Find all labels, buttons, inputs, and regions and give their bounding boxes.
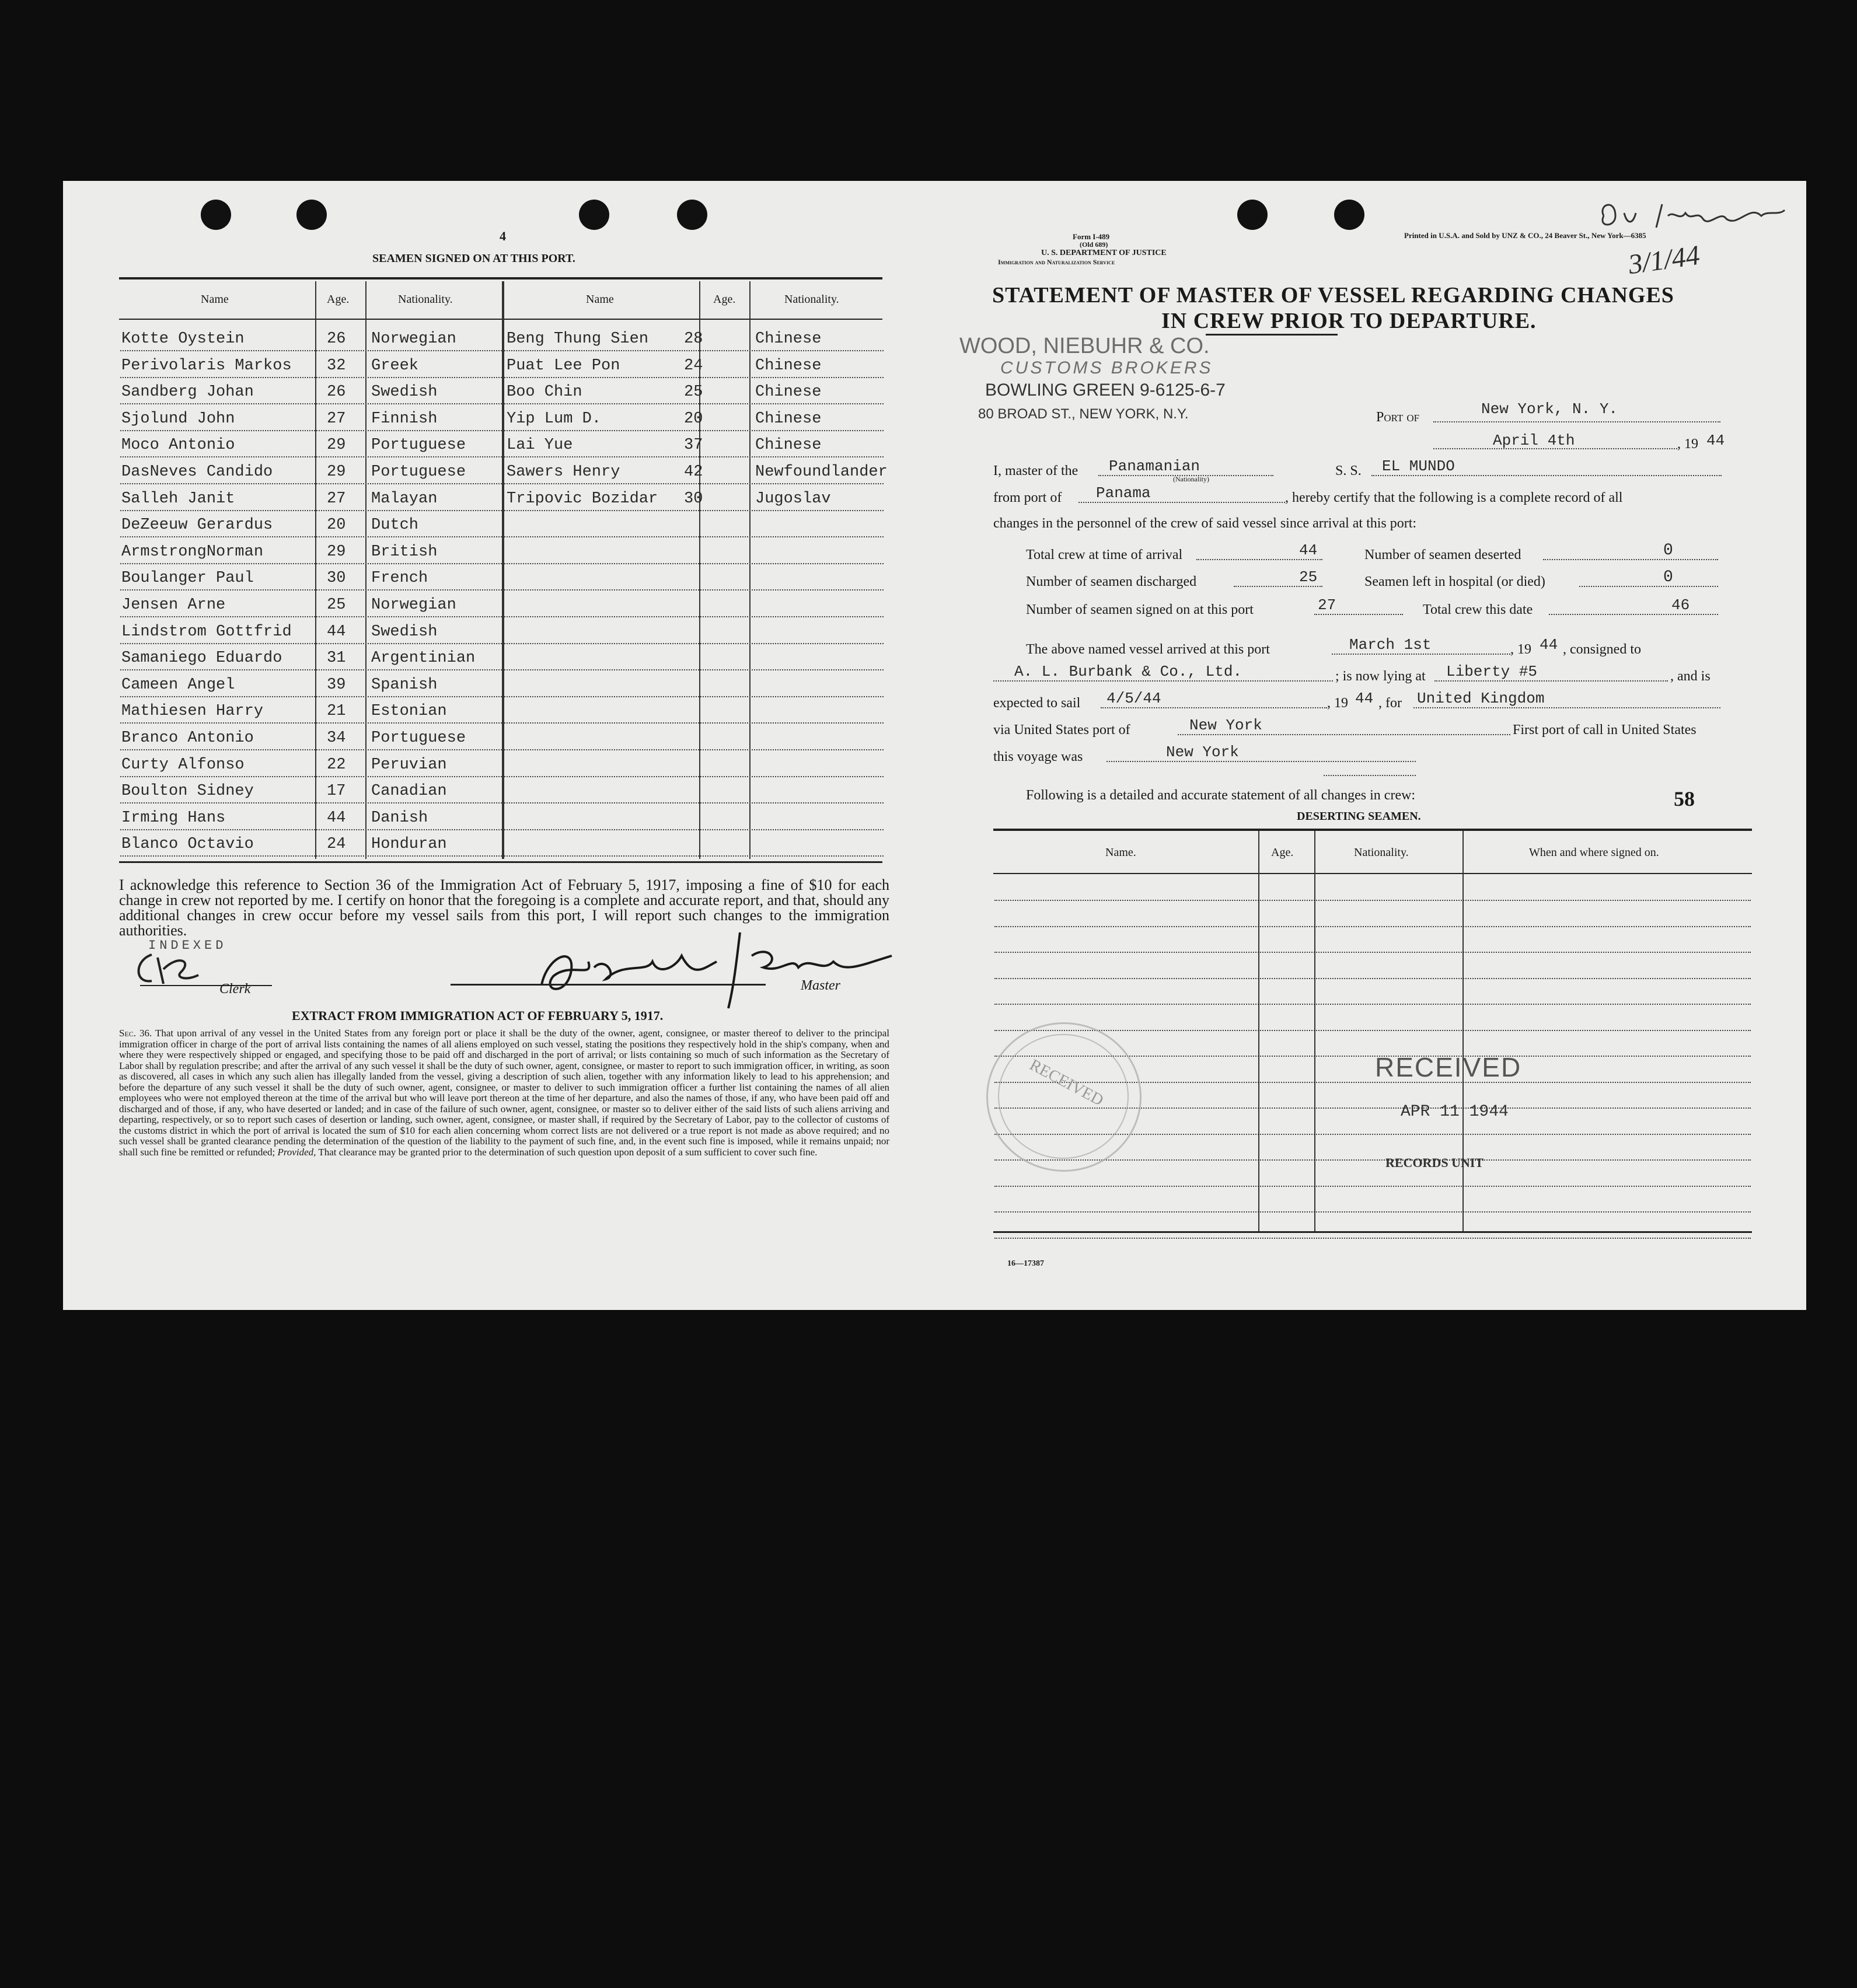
desert-row-line bbox=[994, 1030, 1751, 1031]
seaman-age: 24 bbox=[327, 836, 346, 854]
fill-line bbox=[1196, 559, 1322, 560]
seaman-nationality: Honduran bbox=[371, 836, 447, 854]
punch-hole bbox=[1334, 200, 1364, 230]
for-label: , for bbox=[1378, 696, 1402, 711]
seaman-name: Puat Lee Pon bbox=[507, 357, 620, 375]
fill-line bbox=[1549, 614, 1718, 615]
seaman-nationality: Portuguese bbox=[371, 729, 466, 747]
signed-on-label: Number of seamen signed on at this port bbox=[1026, 602, 1254, 617]
seaman-nationality: Chinese bbox=[755, 357, 822, 375]
row-fill-line bbox=[504, 456, 884, 457]
broker-stamp-name: WOOD, NIEBUHR & CO. bbox=[959, 334, 1210, 358]
seaman-name: Lai Yue bbox=[507, 436, 573, 455]
clerk-line bbox=[140, 985, 272, 986]
desert-col-age: Age. bbox=[1271, 846, 1294, 859]
row-fill-line bbox=[120, 669, 502, 670]
row-fill-line bbox=[120, 643, 502, 644]
consigned-to-label: , consigned to bbox=[1563, 642, 1641, 657]
broker-stamp-title: CUSTOMS BROKERS bbox=[1000, 358, 1213, 378]
col-header-nationality: Nationality. bbox=[398, 293, 453, 306]
clerk-initials bbox=[128, 949, 210, 990]
row-fill-line bbox=[120, 722, 502, 724]
handwritten-scribble bbox=[1592, 193, 1790, 239]
form-code: 16—17387 bbox=[1007, 1259, 1044, 1268]
row-fill-line bbox=[120, 350, 502, 351]
seaman-nationality: Newfoundlander bbox=[755, 463, 888, 481]
seaman-nationality: British bbox=[371, 543, 438, 561]
punch-hole bbox=[1237, 200, 1268, 230]
seaman-age: 27 bbox=[327, 410, 346, 428]
seaman-nationality: Chinese bbox=[755, 410, 822, 428]
via-port-label: via United States port of bbox=[993, 722, 1130, 738]
hospital-value: 0 bbox=[1663, 568, 1673, 586]
seaman-nationality: Canadian bbox=[371, 782, 447, 801]
consignee-value: A. L. Burbank & Co., Ltd. bbox=[1014, 663, 1242, 680]
seaman-name: DasNeves Candido bbox=[121, 463, 273, 481]
seaman-age: 42 bbox=[684, 463, 703, 481]
row-fill-line bbox=[120, 483, 502, 484]
desert-row-line bbox=[994, 900, 1751, 901]
fill-line bbox=[1433, 421, 1720, 422]
row-fill-line bbox=[504, 696, 884, 697]
desert-row-line bbox=[994, 1004, 1751, 1005]
row-fill-line bbox=[504, 563, 884, 564]
discharged-label: Number of seamen discharged bbox=[1026, 574, 1197, 589]
seaman-age: 25 bbox=[684, 383, 703, 401]
seaman-age: 31 bbox=[327, 649, 346, 668]
seaman-nationality: Jugoslav bbox=[755, 490, 831, 508]
seaman-age: 30 bbox=[327, 570, 346, 588]
acknowledgement-text: I acknowledge this reference to Section 36 of the Immigration Act of February 5, 1917, imposing a fine of $10 for each change in crew not reported by me. I certify on honor that the foregoing is a complete and accurate report, and that, should any additional changes in crew occur before my vessel sails from this port, I will report such changes to the immigration authorities. bbox=[119, 876, 889, 939]
sail-year-prefix: , 19 bbox=[1327, 696, 1348, 711]
row-fill-line bbox=[504, 483, 884, 484]
date-value: April 4th bbox=[1493, 432, 1575, 449]
seaman-age: 44 bbox=[327, 623, 346, 641]
seaman-name: Boulanger Paul bbox=[121, 570, 254, 588]
row-fill-line bbox=[504, 430, 884, 431]
date-year: 44 bbox=[1706, 432, 1725, 449]
row-fill-line bbox=[504, 536, 884, 537]
row-fill-line bbox=[120, 403, 502, 404]
fill-line bbox=[1543, 559, 1718, 560]
punch-hole bbox=[201, 200, 231, 230]
seaman-nationality: Malayan bbox=[371, 490, 438, 508]
desert-row-line bbox=[994, 926, 1751, 927]
column-divider bbox=[315, 281, 316, 859]
seaman-nationality: Chinese bbox=[755, 330, 822, 348]
total-date-label: Total crew this date bbox=[1423, 602, 1533, 617]
row-fill-line bbox=[120, 589, 502, 591]
fill-line bbox=[1324, 775, 1416, 776]
extract-title: EXTRACT FROM IMMIGRATION ACT OF FEBRUARY 5, 1917. bbox=[292, 1008, 664, 1023]
expected-sail-label: expected to sail bbox=[993, 696, 1081, 711]
row-fill-line bbox=[504, 350, 884, 351]
master-label: Master bbox=[801, 978, 840, 993]
desert-divider bbox=[1258, 831, 1259, 1231]
form-old-number: (Old 689) bbox=[1080, 240, 1108, 249]
master-of-label: I, master of the bbox=[993, 463, 1078, 478]
col-header-age: Age. bbox=[713, 293, 736, 306]
desert-row-line bbox=[994, 1159, 1751, 1161]
seaman-age: 28 bbox=[684, 330, 703, 348]
seaman-name: Curty Alfonso bbox=[121, 756, 245, 774]
row-fill-line bbox=[120, 776, 502, 777]
title-underline bbox=[1206, 334, 1338, 336]
row-fill-line bbox=[504, 589, 884, 591]
row-fill-line bbox=[120, 456, 502, 457]
extract-provided: Provided, bbox=[277, 1146, 316, 1158]
desert-col-name: Name. bbox=[1105, 846, 1136, 859]
seaman-age: 27 bbox=[327, 490, 346, 508]
seaman-name: Lindstrom Gottfrid bbox=[121, 623, 292, 641]
desert-col-when: When and where signed on. bbox=[1529, 846, 1659, 859]
signed-on-value: 27 bbox=[1318, 596, 1336, 614]
seaman-name: Mathiesen Harry bbox=[121, 703, 264, 721]
discharged-value: 25 bbox=[1299, 568, 1318, 586]
col-header-nationality: Nationality. bbox=[784, 293, 839, 306]
row-fill-line bbox=[120, 749, 502, 750]
extract-text: That upon arrival of any vessel in the United States from any foreign port or place it shall be the duty of the owner, agent, consignee, or master thereof to deliver to the principal immigration officer in charge of the port of arrival lists containing the names of all aliens employed on such vessel, stating the positions they respectively hold in the ship's company, when and where they were respectively shipped or engaged, and specifying those to be paid off and discharged in the port of arrival; or lists containing so much of such information as the Secretary of Labor shall by regulation prescribe; and after the arrival of any such vessel it shall be the duty of such owner, agent, consignee, or master to report to such immigration officer, in writing, as soon as discovered, all cases in which any such alien has illegally landed from the vessel, giving a description of such alien, together with any information likely to lead to his apprehension; and before the departure of any such vessel it shall be the duty of such owner, agent, consignee, or master to deliver to such immigration officer a further list containing the names of all alien employees who were not employed thereon at the time of the arrival but who will leave port thereon at the time of her departure, and also the names of those, if any, who have been paid off and discharged and of those, if any, who have deserted or landed; and in case of the failure of such owner, agent, consignee, or master so to deliver either of the said lists of such aliens arriving and departing, respectively, or so to report such cases of desertion or landing, such owner, agent, consignee, or master shall, if required by the Secretary of Labor, pay to the collector of customs of the customs district in which the port of arrival is located the sum of $10 for each alien concerning whom correct lists are not delivered or a true report is not made as above required; and no such vessel shall be granted clearance pending the determination of the question of the liability to the payment of such fine, and, in the event such fine is imposed, while it remains unpaid; nor shall such fine be remitted or refunded; bbox=[119, 1028, 889, 1158]
vessel-name: EL MUNDO bbox=[1382, 457, 1455, 475]
and-is-text: , and is bbox=[1670, 669, 1711, 684]
seaman-name: Sandberg Johan bbox=[121, 383, 254, 401]
row-fill-line bbox=[120, 829, 502, 830]
row-fill-line bbox=[120, 510, 502, 511]
port-of-label: Port of bbox=[1376, 410, 1420, 425]
row-fill-line bbox=[120, 430, 502, 431]
seaman-name: DeZeeuw Gerardus bbox=[121, 516, 273, 534]
records-unit: RECORDS UNIT bbox=[1385, 1155, 1484, 1170]
following-text: Following is a detailed and accurate statement of all changes in crew: bbox=[1026, 788, 1416, 803]
seaman-nationality: Danish bbox=[371, 809, 428, 827]
row-fill-line bbox=[504, 776, 884, 777]
port-of-value: New York, N. Y. bbox=[1481, 400, 1618, 418]
seaman-nationality: Finnish bbox=[371, 410, 438, 428]
lying-at-value: Liberty #5 bbox=[1446, 663, 1538, 680]
row-fill-line bbox=[504, 829, 884, 830]
row-fill-line bbox=[504, 722, 884, 724]
row-fill-line bbox=[504, 377, 884, 378]
fill-line bbox=[1178, 734, 1510, 735]
clerk-label: Clerk bbox=[219, 981, 251, 997]
seaman-name: Sjolund John bbox=[121, 410, 235, 428]
desert-table-header-rule bbox=[993, 873, 1752, 874]
table-top-rule bbox=[119, 277, 882, 279]
row-fill-line bbox=[120, 855, 502, 857]
statement-title-line1: STATEMENT OF MASTER OF VESSEL REGARDING CHANGES bbox=[992, 283, 1674, 308]
arrival-date: March 1st bbox=[1349, 636, 1432, 654]
handwritten-date: 3/1/44 bbox=[1626, 239, 1702, 281]
nationality-caption: (Nationality) bbox=[1173, 475, 1209, 483]
seaman-name: Tripovic Bozidar bbox=[507, 490, 658, 508]
row-fill-line bbox=[504, 643, 884, 644]
seaman-age: 17 bbox=[327, 782, 346, 801]
seaman-age: 24 bbox=[684, 357, 703, 375]
voyage-value: New York bbox=[1166, 743, 1239, 761]
received-date: APR 11 1944 bbox=[1401, 1103, 1509, 1121]
desert-divider bbox=[1314, 831, 1315, 1231]
fill-line bbox=[1078, 502, 1285, 503]
seaman-name: Blanco Octavio bbox=[121, 836, 254, 854]
seaman-name: Samaniego Eduardo bbox=[121, 649, 282, 668]
fill-line bbox=[1101, 707, 1327, 708]
round-received-stamp-inner bbox=[998, 1034, 1129, 1159]
first-port-label: First port of call in United States bbox=[1513, 722, 1697, 738]
seaman-age: 30 bbox=[684, 490, 703, 508]
fill-line bbox=[1314, 614, 1403, 615]
ss-label: S. S. bbox=[1335, 463, 1362, 478]
table-header-rule bbox=[119, 319, 882, 320]
punch-hole bbox=[677, 200, 707, 230]
received-stamp: RECEIVED bbox=[1375, 1052, 1522, 1082]
desert-row-line bbox=[994, 1238, 1751, 1239]
seaman-nationality: Portuguese bbox=[371, 463, 466, 481]
service-name: Immigration and Naturalization Service bbox=[998, 258, 1115, 266]
seaman-name: ArmstrongNorman bbox=[121, 543, 264, 561]
page-number: 4 bbox=[500, 229, 506, 243]
extract-body bbox=[119, 1028, 889, 1158]
right-page bbox=[933, 181, 1806, 1310]
seaman-name: Yip Lum D. bbox=[507, 410, 602, 428]
row-fill-line bbox=[120, 536, 502, 537]
row-fill-line bbox=[120, 563, 502, 564]
seaman-age: 20 bbox=[684, 410, 703, 428]
seaman-age: 34 bbox=[327, 729, 346, 747]
column-divider bbox=[502, 281, 504, 859]
seaman-nationality: Chinese bbox=[755, 436, 822, 455]
row-fill-line bbox=[120, 616, 502, 617]
seaman-nationality: Greek bbox=[371, 357, 419, 375]
sail-year: 44 bbox=[1355, 690, 1374, 707]
desert-row-line bbox=[994, 978, 1751, 979]
certify-text: , hereby certify that the following is a complete record of all bbox=[1285, 490, 1623, 505]
changes-text: changes in the personnel of the crew of said vessel since arrival at this port: bbox=[993, 516, 1417, 531]
seaman-age: 37 bbox=[684, 436, 703, 455]
statement-title-line2: IN CREW PRIOR TO DEPARTURE. bbox=[1161, 309, 1537, 333]
seaman-name: Boo Chin bbox=[507, 383, 582, 401]
destination-value: United Kingdom bbox=[1417, 690, 1545, 707]
row-fill-line bbox=[120, 377, 502, 378]
row-fill-line bbox=[504, 403, 884, 404]
seaman-name: Irming Hans bbox=[121, 809, 226, 827]
col-header-age: Age. bbox=[327, 293, 350, 306]
seaman-name: Branco Antonio bbox=[121, 729, 254, 747]
total-date-value: 46 bbox=[1671, 596, 1690, 614]
seaman-age: 29 bbox=[327, 543, 346, 561]
punch-hole bbox=[579, 200, 609, 230]
voyage-label: this voyage was bbox=[993, 749, 1083, 764]
fill-line bbox=[1579, 586, 1718, 587]
indexed-stamp: INDEXED bbox=[148, 938, 227, 953]
left-page bbox=[63, 181, 933, 1310]
fill-line bbox=[1106, 761, 1416, 762]
seaman-age: 20 bbox=[327, 516, 346, 534]
seaman-nationality: Estonian bbox=[371, 703, 447, 721]
form-number: Form I-489 bbox=[1073, 232, 1110, 241]
total-arrival-value: 44 bbox=[1299, 541, 1318, 559]
seaman-nationality: Peruvian bbox=[371, 756, 447, 774]
nationality-value: Panamanian bbox=[1109, 457, 1200, 475]
arrived-label: The above named vessel arrived at this port bbox=[1026, 642, 1270, 657]
arrival-year-prefix: , 19 bbox=[1510, 642, 1531, 657]
seaman-name: Moco Antonio bbox=[121, 436, 235, 455]
department-name: U. S. DEPARTMENT OF JUSTICE bbox=[1041, 249, 1167, 257]
seaman-name: Jensen Arne bbox=[121, 596, 226, 614]
fill-line bbox=[1332, 654, 1510, 655]
via-port-value: New York bbox=[1189, 717, 1262, 734]
seamen-signed-title: SEAMEN SIGNED ON AT THIS PORT. bbox=[372, 252, 575, 265]
seaman-name: Perivolaris Markos bbox=[121, 357, 292, 375]
row-fill-line bbox=[504, 855, 884, 857]
from-port-label: from port of bbox=[993, 490, 1062, 505]
row-fill-line bbox=[504, 802, 884, 803]
broker-stamp-address: 80 BROAD ST., NEW YORK, N.Y. bbox=[978, 406, 1189, 422]
deserting-seamen-title: DESERTING SEAMEN. bbox=[1297, 810, 1421, 823]
seaman-name: Boulton Sidney bbox=[121, 782, 254, 801]
seaman-name: Sawers Henry bbox=[507, 463, 620, 481]
seaman-age: 29 bbox=[327, 463, 346, 481]
lying-at-label: ; is now lying at bbox=[1335, 669, 1426, 684]
desert-row-line bbox=[994, 1186, 1751, 1187]
sail-date: 4/5/44 bbox=[1106, 690, 1161, 707]
desert-table-top bbox=[993, 829, 1752, 831]
master-line bbox=[451, 984, 766, 986]
col-header-name: Name bbox=[586, 293, 614, 306]
seaman-name: Beng Thung Sien bbox=[507, 330, 649, 348]
fill-line bbox=[1434, 680, 1668, 682]
fill-line bbox=[1413, 707, 1720, 708]
seaman-age: 25 bbox=[327, 596, 346, 614]
seaman-name: Cameen Angel bbox=[121, 676, 235, 694]
date-year-prefix: , 19 bbox=[1677, 436, 1698, 452]
seaman-nationality: Swedish bbox=[371, 383, 438, 401]
fill-line bbox=[1234, 586, 1322, 587]
deserted-value: 0 bbox=[1663, 541, 1673, 560]
fill-line bbox=[993, 680, 1333, 682]
printer-credit: Printed in U.S.A. and Sold by UNZ & CO., 24 Beaver St., New York—6385 bbox=[1404, 231, 1646, 240]
seaman-nationality: Norwegian bbox=[371, 596, 456, 614]
seaman-nationality: French bbox=[371, 570, 428, 588]
fill-line bbox=[1371, 475, 1722, 476]
row-fill-line bbox=[120, 696, 502, 697]
desert-table-bottom bbox=[993, 1231, 1752, 1233]
column-divider bbox=[749, 281, 751, 859]
seaman-name: Kotte Oystein bbox=[121, 330, 245, 348]
seaman-age: 21 bbox=[327, 703, 346, 721]
seaman-nationality: Argentinian bbox=[371, 649, 476, 668]
row-fill-line bbox=[504, 510, 884, 511]
sec-label: Sec. 36. bbox=[119, 1028, 152, 1039]
broker-stamp-phone: BOWLING GREEN 9-6125-6-7 bbox=[985, 380, 1226, 400]
extract-tail: That clearance may be granted prior to the determination of such question upon deposit of a sum sufficient to cover such fine. bbox=[318, 1146, 818, 1158]
seaman-age: 44 bbox=[327, 809, 346, 827]
seaman-nationality: Swedish bbox=[371, 623, 438, 641]
master-signature bbox=[507, 921, 903, 1014]
seaman-nationality: Portuguese bbox=[371, 436, 466, 455]
row-fill-line bbox=[120, 802, 502, 803]
total-arrival-label: Total crew at time of arrival bbox=[1026, 547, 1183, 562]
row-fill-line bbox=[504, 749, 884, 750]
row-fill-line bbox=[504, 616, 884, 617]
from-port-value: Panama bbox=[1096, 484, 1151, 502]
column-divider bbox=[365, 281, 366, 859]
round-stamp-text: RECEIVED bbox=[1027, 1056, 1106, 1110]
page-count: 58 bbox=[1674, 787, 1695, 810]
seaman-age: 39 bbox=[327, 676, 346, 694]
seaman-nationality: Spanish bbox=[371, 676, 438, 694]
seaman-nationality: Dutch bbox=[371, 516, 419, 534]
seaman-age: 26 bbox=[327, 383, 346, 401]
col-header-name: Name bbox=[201, 293, 229, 306]
desert-row-line bbox=[994, 952, 1751, 953]
punch-hole bbox=[296, 200, 327, 230]
arrival-year: 44 bbox=[1540, 636, 1558, 654]
desert-col-nationality: Nationality. bbox=[1354, 846, 1409, 859]
seaman-age: 32 bbox=[327, 357, 346, 375]
table-bottom-rule bbox=[119, 861, 882, 863]
seaman-age: 26 bbox=[327, 330, 346, 348]
seaman-age: 29 bbox=[327, 436, 346, 455]
seaman-age: 22 bbox=[327, 756, 346, 774]
desert-row-line bbox=[994, 1211, 1751, 1213]
desert-divider bbox=[1462, 831, 1464, 1231]
seaman-nationality: Norwegian bbox=[371, 330, 456, 348]
deserted-label: Number of seamen deserted bbox=[1364, 547, 1521, 562]
seaman-name: Salleh Janit bbox=[121, 490, 235, 508]
hospital-label: Seamen left in hospital (or died) bbox=[1364, 574, 1545, 589]
seaman-nationality: Chinese bbox=[755, 383, 822, 401]
row-fill-line bbox=[504, 669, 884, 670]
